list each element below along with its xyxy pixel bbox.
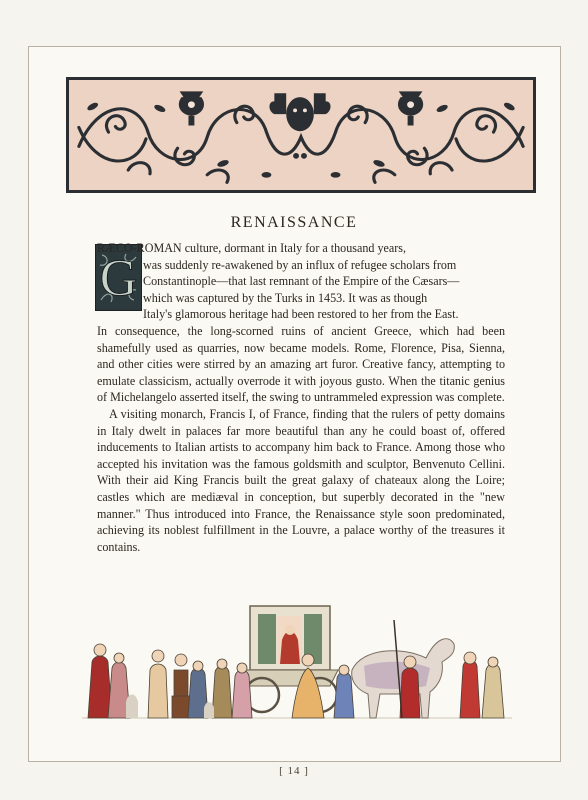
svg-text:G: G [99, 250, 138, 307]
body-text [97, 240, 505, 555]
text-line: Italy's glamorous heritage had been restored to her from the East. [143, 307, 459, 322]
text-line: RÆCO-ROMAN culture, dormant in Italy for a thousand years, [97, 241, 407, 255]
page-number: [ 14 ] [279, 765, 309, 777]
section-title: RENAISSANCE [230, 214, 358, 231]
paragraph-1 [97, 240, 505, 406]
royal-procession-illustration [82, 600, 512, 722]
paragraph-1-continuation: In consequence, the long-scorned ruins of ancient Greece, which had been shamefully used as quarries, now became models. Rome, Florence, Pisa, Sienna, and other cities were stirred by an amazing art furor. Creative fancy, attempting to emulate classicism, actually overrode it with joyous gusto. When the titanic genius of Michelangelo asserted itself, the swing to untrammeled expression was complete. [97, 323, 505, 405]
arabesque-frieze-illustration [66, 77, 536, 193]
text-line: which was captured by the Turks in 1453. It was as though [143, 290, 428, 305]
paragraph-2: A visiting monarch, Francis I, of France, finding that the rulers of petty domains in Italy dwelt in palaces far more beautiful than any he could boast of, offered inducements to Italian artists to accompany him back to France. Among those who accepted his invitation was the famous goldsmith and sculptor, Benvenuto Cellini. With their aid King Francis built the great galaxy of chateaux along the Loire; castles which are mediæval in conception, but superbly decorated in the "new manner." Thus introduced into France, the Renaissance style soon predominated, achieving its noblest fulfillment in the Louvre, a palace worthy of the treasures it contains. [97, 406, 505, 554]
text-line: was suddenly re-awakened by an influx of refugee scholars from [143, 257, 457, 272]
text-line: Constantinople—that last remnant of the Empire of the Cæsars— [143, 274, 460, 289]
